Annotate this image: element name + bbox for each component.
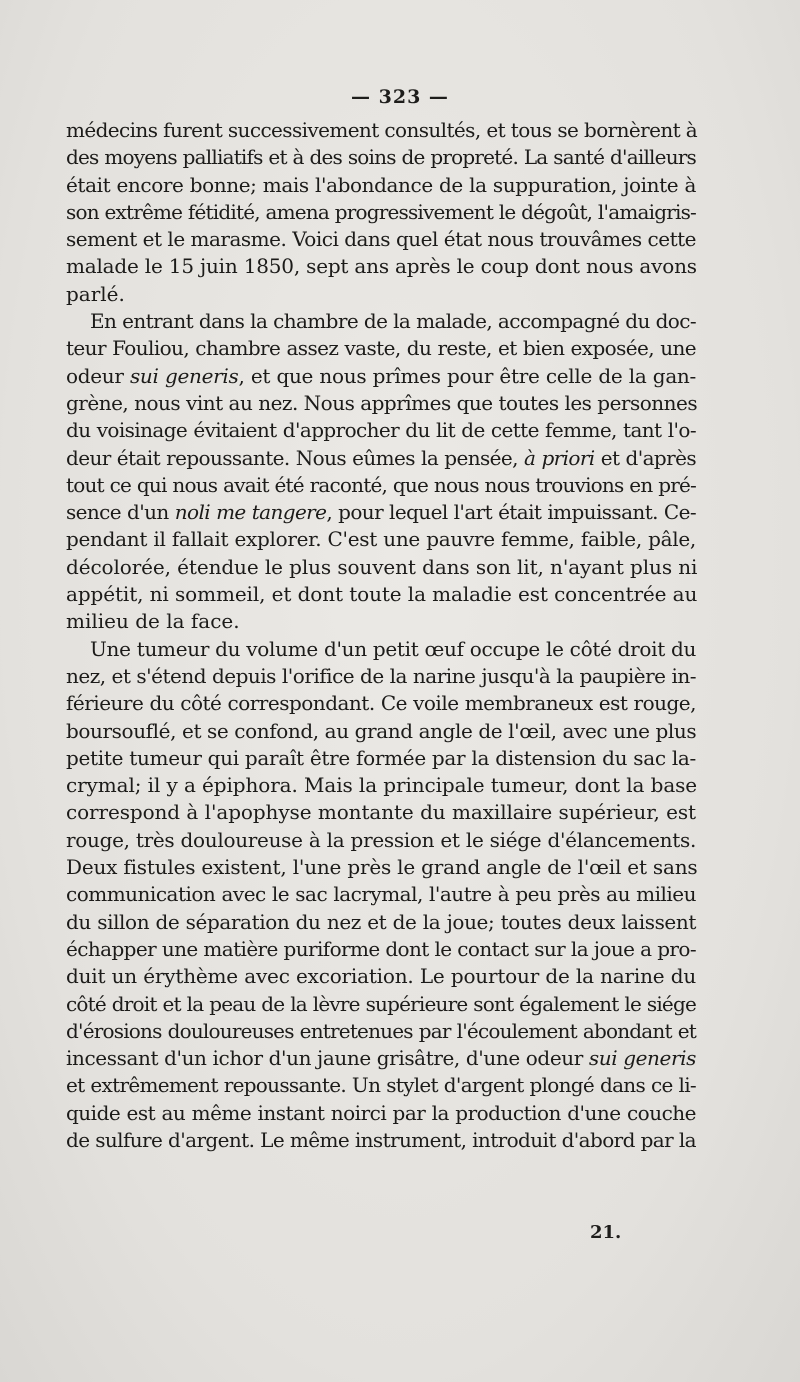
line-segment: incessant d'un ichor d'un jaune grisâtre, d'une odeur (66, 1046, 589, 1071)
text-line: grène, nous vint au nez. Nous apprîmes que toutes les personnes (66, 390, 698, 415)
text-line: son extrême fétidité, amena progressivement le dégoût, l'amaigris- (66, 199, 696, 224)
text-line: sement et le marasme. Voici dans quel état nous trouvâmes cette (66, 227, 696, 252)
text-line: échapper une matière puriforme dont le contact sur la joue a pro- (66, 936, 696, 961)
text-line (66, 363, 696, 390)
italic-phrase: sui generis (129, 363, 239, 388)
text-line: En entrant dans la chambre de la malade, accompagné du doc- (90, 309, 696, 334)
text-line: Deux fistules existent, l'une près le grand angle de l'œil et sans (66, 855, 698, 880)
text-line: crymal; il y a épiphora. Mais la principale tumeur, dont la base (66, 773, 698, 798)
text-line: appétit, ni sommeil, et dont toute la maladie est concentrée au (66, 582, 698, 607)
text-line: duit un érythème avec excoriation. Le pourtour de la narine du (66, 964, 696, 989)
italic-phrase: sui generis (588, 1046, 696, 1071)
line-segment: odeur (66, 363, 130, 388)
text-line (66, 445, 696, 472)
text-line: du voisinage évitaient d'approcher du lit de cette femme, tant l'o- (66, 418, 696, 443)
text-line: pendant il fallait explorer. C'est une pauvre femme, faible, pâle, (66, 527, 696, 552)
text-line: côté droit et la peau de la lèvre supérieure sont également le siége (66, 991, 696, 1016)
italic-phrase: à priori (524, 445, 595, 470)
text-line: décolorée, étendue le plus souvent dans son lit, n'ayant plus ni (66, 554, 698, 579)
text-line: boursouflé, et se confond, au grand angle de l'œil, avec une plus (66, 718, 697, 743)
text-line: des moyens palliatifs et à des soins de propreté. La santé d'ailleurs (66, 145, 696, 170)
text-line: quide est au même instant noirci par la production d'une couche (66, 1100, 696, 1125)
line-segment: deur était repoussante. Nous eûmes la pensée, (66, 445, 524, 470)
page-body-text (66, 117, 696, 1154)
text-line: du sillon de séparation du nez et de la joue; toutes deux laissent (66, 909, 696, 934)
line-segment: , pour lequel l'art était impuissant. Ce- (326, 500, 697, 525)
text-line: Une tumeur du volume d'un petit œuf occupe le côté droit du (90, 636, 697, 661)
text-line: férieure du côté correspondant. Ce voile membraneux est rouge, (66, 691, 696, 716)
text-line (66, 499, 696, 526)
text-line: parlé. (66, 281, 125, 306)
text-line: rouge, très douloureuse à la pression et le siége d'élancements. (66, 827, 696, 852)
text-line (66, 1045, 696, 1072)
text-line: tout ce qui nous avait été raconté, que nous nous trouvions en pré- (66, 472, 696, 497)
text-line: correspond à l'apophyse montante du maxillaire supérieur, est (66, 800, 696, 825)
italic-phrase: noli me tangere (174, 500, 327, 525)
page-number-header: — 323 — (351, 86, 449, 108)
text-line: médecins furent successivement consultés, et tous se bornèrent à (66, 118, 698, 142)
text-line: nez, et s'étend depuis l'orifice de la narine jusqu'à la paupière in- (66, 663, 696, 688)
text-line: et extrêmement repoussante. Un stylet d'argent plongé dans ce li- (66, 1073, 696, 1098)
text-line: d'érosions douloureuses entretenues par l'écoulement abondant et (66, 1018, 696, 1043)
text-line: petite tumeur qui paraît être formée par la distension du sac la- (66, 745, 696, 770)
signature-mark: 21. (590, 1222, 622, 1243)
line-segment: , et que nous prîmes pour être celle de la gan- (238, 363, 696, 388)
text-line: teur Fouliou, chambre assez vaste, du reste, et bien exposée, une (66, 336, 696, 361)
line-segment: et d'après (594, 445, 696, 470)
text-line: de sulfure d'argent. Le même instrument, introduit d'abord par la (66, 1127, 696, 1152)
text-line: malade le 15 juin 1850, sept ans après le coup dont nous avons (66, 254, 697, 279)
line-segment: sence d'un (66, 500, 175, 525)
text-line: était encore bonne; mais l'abondance de la suppuration, jointe à (66, 172, 696, 197)
text-line: communication avec le sac lacrymal, l'autre à peu près au milieu (66, 882, 696, 907)
text-line: milieu de la face. (66, 609, 240, 634)
